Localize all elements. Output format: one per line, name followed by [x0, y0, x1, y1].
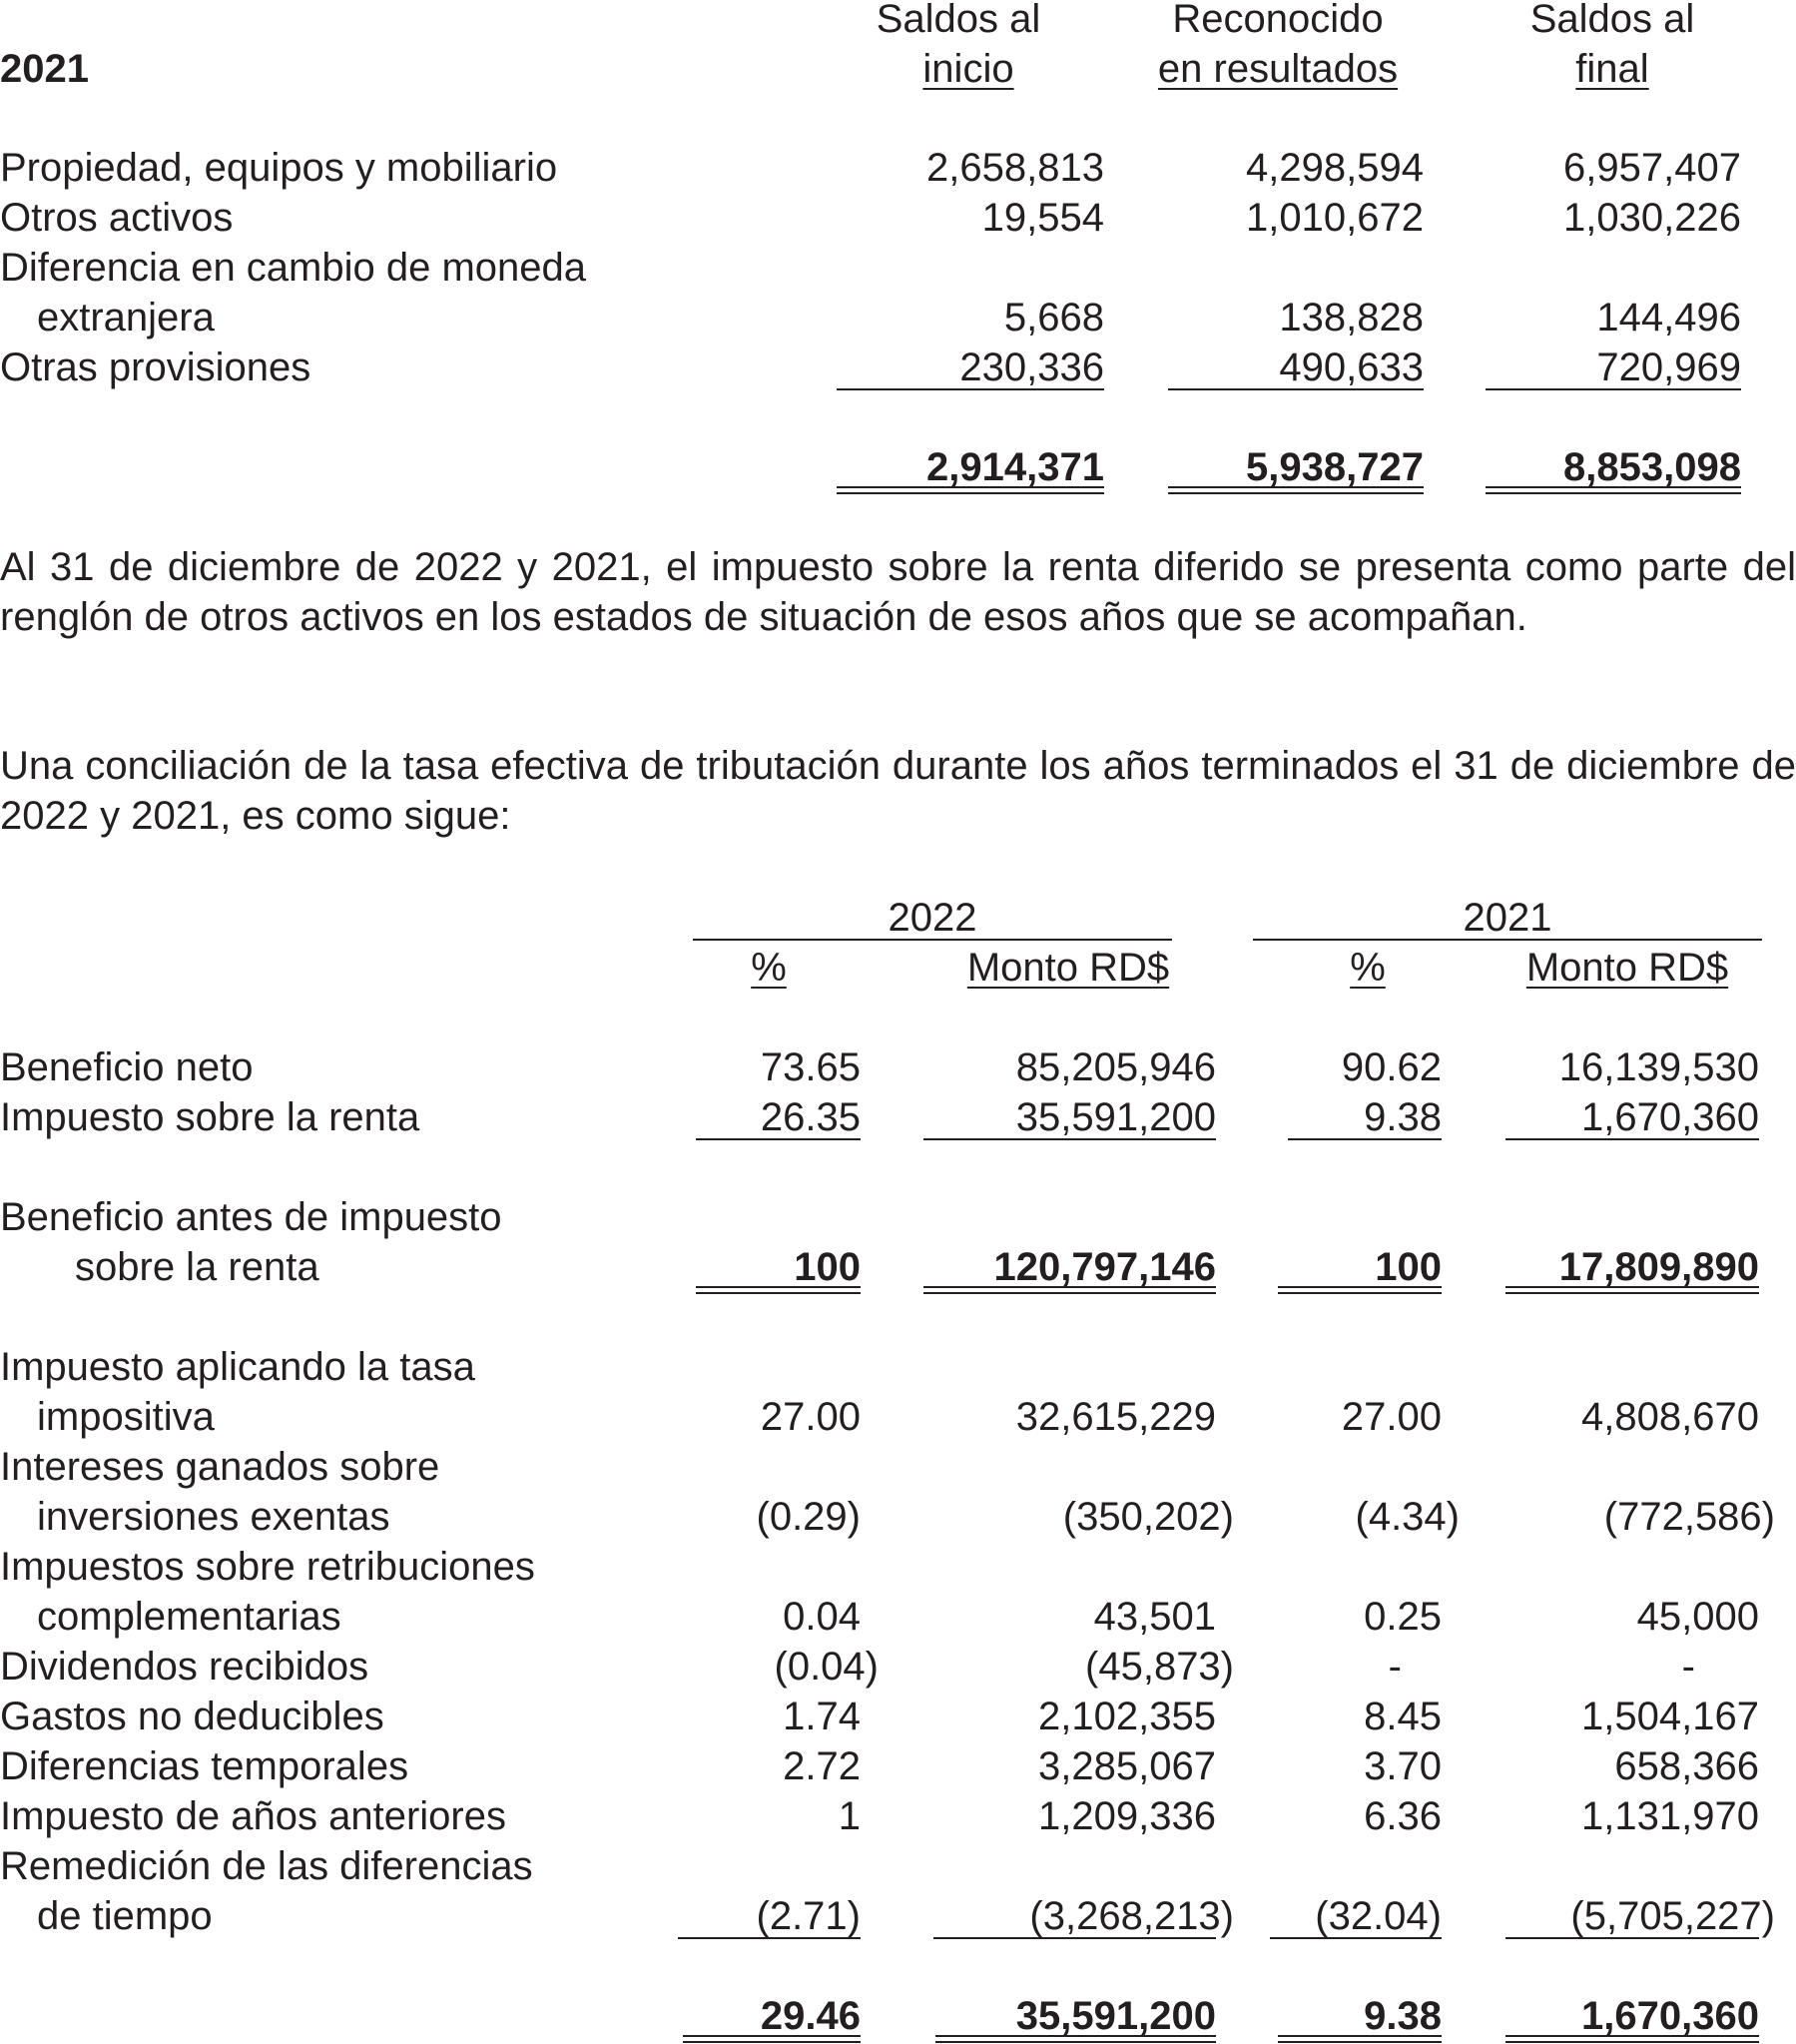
row-value: 1,010,672 [1246, 196, 1424, 240]
row-value: (3,268,213) [1029, 1894, 1234, 1938]
row-value: 16,139,530 [1558, 1045, 1759, 1089]
row-value: 8.45 [1364, 1695, 1442, 1738]
total-value: 35,591,200 [1015, 1994, 1216, 2038]
row-value: 1,209,336 [1038, 1794, 1216, 1838]
paragraph-reconciliation-intro: Una conciliación de la tasa efectiva de tributación durante los años terminados el 31 de diciembre de 2022 y 2021, es como sigue: [0, 744, 1796, 838]
subtotal-rule [678, 1937, 861, 1939]
subtotal-rule [1486, 388, 1741, 390]
total-double-rule [1278, 2041, 1442, 2043]
total-double-rule [1505, 2035, 1759, 2037]
row-label: Impuesto aplicando la tasa [0, 1345, 475, 1389]
row-value: (4.34) [1355, 1495, 1460, 1539]
row-value: 32,615,229 [1015, 1395, 1216, 1439]
row-label: Intereses ganados sobre [0, 1445, 440, 1489]
subtotal-rule [933, 1937, 1216, 1939]
total-double-rule [1486, 492, 1741, 494]
row-value: 1 [838, 1794, 861, 1838]
subtotal-double-rule [1505, 1286, 1759, 1288]
row-value: 144,496 [1596, 296, 1741, 340]
row-label: Impuesto de años anteriores [0, 1794, 506, 1838]
row-value: 1,131,970 [1581, 1794, 1759, 1838]
row-label: Diferencia en cambio de moneda [0, 246, 587, 290]
total-double-rule [837, 492, 1104, 494]
subtotal-value: 100 [794, 1245, 861, 1289]
row-value: 138,828 [1279, 296, 1424, 340]
row-value: 27.00 [1341, 1395, 1442, 1439]
total-value: 2,914,371 [926, 445, 1104, 489]
subtotal-double-rule [696, 1292, 861, 1294]
row-value: (32.04) [1315, 1894, 1442, 1938]
row-value: 6,957,407 [1563, 146, 1741, 190]
total-value: 29.46 [760, 1994, 861, 2038]
total-value: 1,670,360 [1581, 1994, 1759, 2038]
row-label-continued: extranjera [37, 296, 215, 340]
paragraph-deferred-tax: Al 31 de diciembre de 2022 y 2021, el impuesto sobre la renta diferido se presenta como parte del renglón de otros activos en los estados de situación de esos años que se acompañan. [0, 545, 1796, 639]
year-header-rule [693, 939, 1172, 941]
row-label: Otros activos [0, 196, 234, 240]
table1-year-label: 2021 [0, 47, 89, 91]
row-value: 490,633 [1279, 345, 1424, 389]
row-value: 720,969 [1596, 345, 1741, 389]
subtotal-double-rule [696, 1286, 861, 1288]
row-value: 5,668 [1003, 296, 1104, 340]
subtotal-rule [1505, 1138, 1759, 1140]
row-value: 3.70 [1364, 1744, 1442, 1788]
total-value: 8,853,098 [1563, 445, 1741, 489]
row-value: 1,670,360 [1581, 1095, 1759, 1139]
row-value: 35,591,200 [1015, 1095, 1216, 1139]
row-value: 9.38 [1364, 1095, 1442, 1139]
subtotal-double-rule [1505, 1292, 1759, 1294]
subtotal-label-continued: sobre la renta [75, 1245, 319, 1289]
row-label: Impuestos sobre retribuciones [0, 1545, 535, 1589]
row-label-continued: de tiempo [37, 1894, 213, 1938]
row-value: 2.72 [783, 1744, 861, 1788]
subtotal-rule [923, 1138, 1216, 1140]
total-double-rule [683, 2041, 861, 2043]
subtotal-rule [696, 1138, 861, 1140]
total-value: 9.38 [1364, 1994, 1442, 2038]
total-double-rule [1168, 492, 1424, 494]
row-value: 43,501 [1093, 1595, 1216, 1639]
header-inicio: inicio [922, 47, 1014, 91]
row-label: Remedición de las diferencias [0, 1844, 533, 1888]
row-value: 85,205,946 [1015, 1045, 1216, 1089]
row-value: (0.04) [774, 1645, 879, 1689]
row-value: 1,504,167 [1581, 1695, 1759, 1738]
subtotal-double-rule [923, 1292, 1216, 1294]
header-reconocido-line1: Reconocido [1172, 0, 1384, 41]
row-value: 2,102,355 [1038, 1695, 1216, 1738]
row-value: 658,366 [1614, 1744, 1759, 1788]
row-value: 2,658,813 [926, 146, 1104, 190]
row-value: 26.35 [760, 1095, 861, 1139]
row-value: (45,873) [1085, 1645, 1234, 1689]
total-double-rule [1486, 486, 1741, 488]
total-double-rule [1168, 486, 1424, 488]
row-value: (2.71) [756, 1894, 861, 1938]
subtotal-rule [1270, 1937, 1442, 1939]
row-value: 73.65 [760, 1045, 861, 1089]
row-value: 90.62 [1341, 1045, 1442, 1089]
row-label: Beneficio neto [0, 1045, 254, 1089]
row-value: 3,285,067 [1038, 1744, 1216, 1788]
row-value: 1.74 [783, 1695, 861, 1738]
header-final: final [1575, 47, 1649, 91]
row-label: Impuesto sobre la renta [0, 1095, 420, 1139]
total-double-rule [683, 2035, 861, 2037]
header-saldos-inicio-line1: Saldos al [876, 0, 1041, 41]
row-value: 0.04 [783, 1595, 861, 1639]
header-saldos-final-line1: Saldos al [1529, 0, 1695, 41]
col-amount-2022: Monto RD$ [966, 946, 1170, 990]
total-double-rule [1278, 2035, 1442, 2037]
row-value: - [1681, 1645, 1695, 1689]
row-label: Propiedad, equipos y mobiliario [0, 146, 558, 190]
subtotal-double-rule [1278, 1286, 1442, 1288]
total-double-rule [837, 486, 1104, 488]
col-amount-2021: Monto RD$ [1525, 946, 1729, 990]
header-en-resultados: en resultados [1157, 47, 1399, 91]
subtotal-rule [1505, 1937, 1759, 1939]
col-pct-2022: % [751, 946, 787, 990]
row-value: 6.36 [1364, 1794, 1442, 1838]
row-value: 4,808,670 [1581, 1395, 1759, 1439]
row-label-continued: inversiones exentas [37, 1495, 390, 1539]
row-value: (350,202) [1062, 1495, 1234, 1539]
subtotal-rule [1168, 388, 1424, 390]
row-value: 4,298,594 [1246, 146, 1424, 190]
subtotal-rule [837, 388, 1104, 390]
row-label: Diferencias temporales [0, 1744, 409, 1788]
year-2021-header: 2021 [1463, 896, 1552, 940]
row-value: 45,000 [1636, 1595, 1759, 1639]
row-value: - [1388, 1645, 1402, 1689]
row-value: 0.25 [1364, 1595, 1442, 1639]
subtotal-value: 120,797,146 [993, 1245, 1216, 1289]
row-label: Otras provisiones [0, 345, 311, 389]
row-value: 19,554 [981, 196, 1104, 240]
subtotal-value: 17,809,890 [1558, 1245, 1759, 1289]
row-label: Gastos no deducibles [0, 1695, 384, 1738]
subtotal-double-rule [923, 1286, 1216, 1288]
total-value: 5,938,727 [1246, 445, 1424, 489]
total-double-rule [935, 2041, 1216, 2043]
row-value: (772,586) [1603, 1495, 1775, 1539]
subtotal-value: 100 [1375, 1245, 1442, 1289]
row-value: (5,705,227) [1570, 1894, 1775, 1938]
year-2022-header: 2022 [888, 896, 977, 940]
row-label-continued: impositiva [37, 1395, 215, 1439]
row-value: 27.00 [760, 1395, 861, 1439]
row-value: (0.29) [756, 1495, 861, 1539]
row-value: 1,030,226 [1563, 196, 1741, 240]
col-pct-2021: % [1350, 946, 1386, 990]
row-label: Dividendos recibidos [0, 1645, 369, 1689]
subtotal-rule [1288, 1138, 1442, 1140]
row-label-continued: complementarias [37, 1595, 341, 1639]
subtotal-double-rule [1278, 1292, 1442, 1294]
year-header-rule [1253, 939, 1762, 941]
total-double-rule [1505, 2041, 1759, 2043]
row-value: 230,336 [959, 345, 1104, 389]
total-double-rule [935, 2035, 1216, 2037]
subtotal-label: Beneficio antes de impuesto [0, 1195, 502, 1239]
